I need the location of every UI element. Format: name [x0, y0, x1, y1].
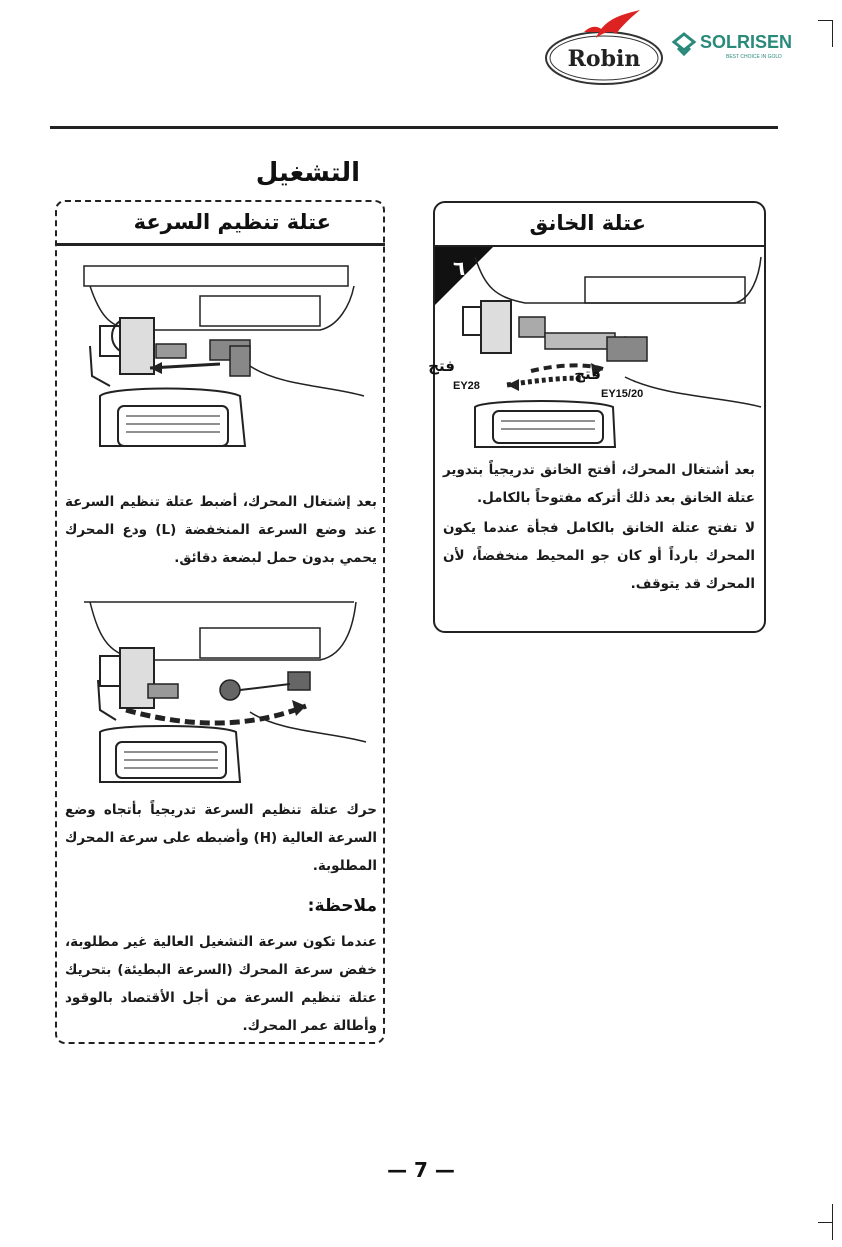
solrisen-logo	[670, 28, 820, 68]
speed-lever-title: عتلة تنظيم السرعة	[55, 200, 385, 246]
step-number: ٦	[453, 256, 466, 280]
crop-mark-top	[818, 20, 833, 47]
section-title: التشغيل	[255, 158, 360, 188]
robin-logo	[544, 8, 668, 86]
note-text: عندما تكون سرعة التشغيل العالية غير مطلوبة، خفض سرعة المحرك (السرعة البطيئة) بتحريك عتلة تنظيم السرعة من أجل الأقتصاد بالوقود وأطالة عمر المحرك.	[65, 934, 377, 1034]
solrisen-tagline: BEST CHOICE IN GOLD	[726, 54, 782, 60]
speed-lever-figure-high	[70, 592, 370, 786]
choke-lever-title: عتلة الخانق	[433, 201, 766, 247]
header-rule	[50, 126, 778, 129]
label-open-right: فتح	[574, 365, 601, 383]
label-open-left: فتح	[428, 357, 455, 375]
choke-lever-paragraph-1: بعد أشتغال المحرك، أفتح الخانق تدريجياً بتدوير عتلة الخانق بعد ذلك أتركه مفتوحاً بالكامل.	[443, 462, 755, 506]
page-number: — 7 —	[387, 1158, 455, 1182]
solrisen-logo-text: SOLRISEN	[700, 32, 793, 52]
note-label: ملاحظة:	[307, 896, 377, 916]
choke-lever-figure	[428, 247, 764, 451]
crop-mark-bottom-h	[818, 1222, 832, 1224]
choke-lever-paragraph-2: لا تفتح عتلة الخانق بالكامل فجأة عندما يكون المحرك بارداً أو كان جو المحيط منخفضاً، لأن المحرك قد يتوقف.	[443, 520, 755, 592]
speed-lever-figure-low	[70, 256, 370, 450]
model-left: EY28	[453, 380, 480, 392]
model-right: EY15/20	[601, 388, 644, 400]
speed-lever-paragraph-1: بعد إشتغال المحرك، أضبط عتلة تنظيم السرعة عند وضع السرعة المنخفضة (L) ودع المحرك يحمي بدون حمل لبضعة دقائق.	[65, 494, 378, 566]
robin-logo-text: Robin	[567, 46, 641, 72]
speed-lever-paragraph-2: حرك عتلة تنظيم السرعة تدريجياً بأتجاه وضع السرعة العالية (H) وأضبطه على سرعة المحرك المطلوبة.	[65, 802, 377, 874]
